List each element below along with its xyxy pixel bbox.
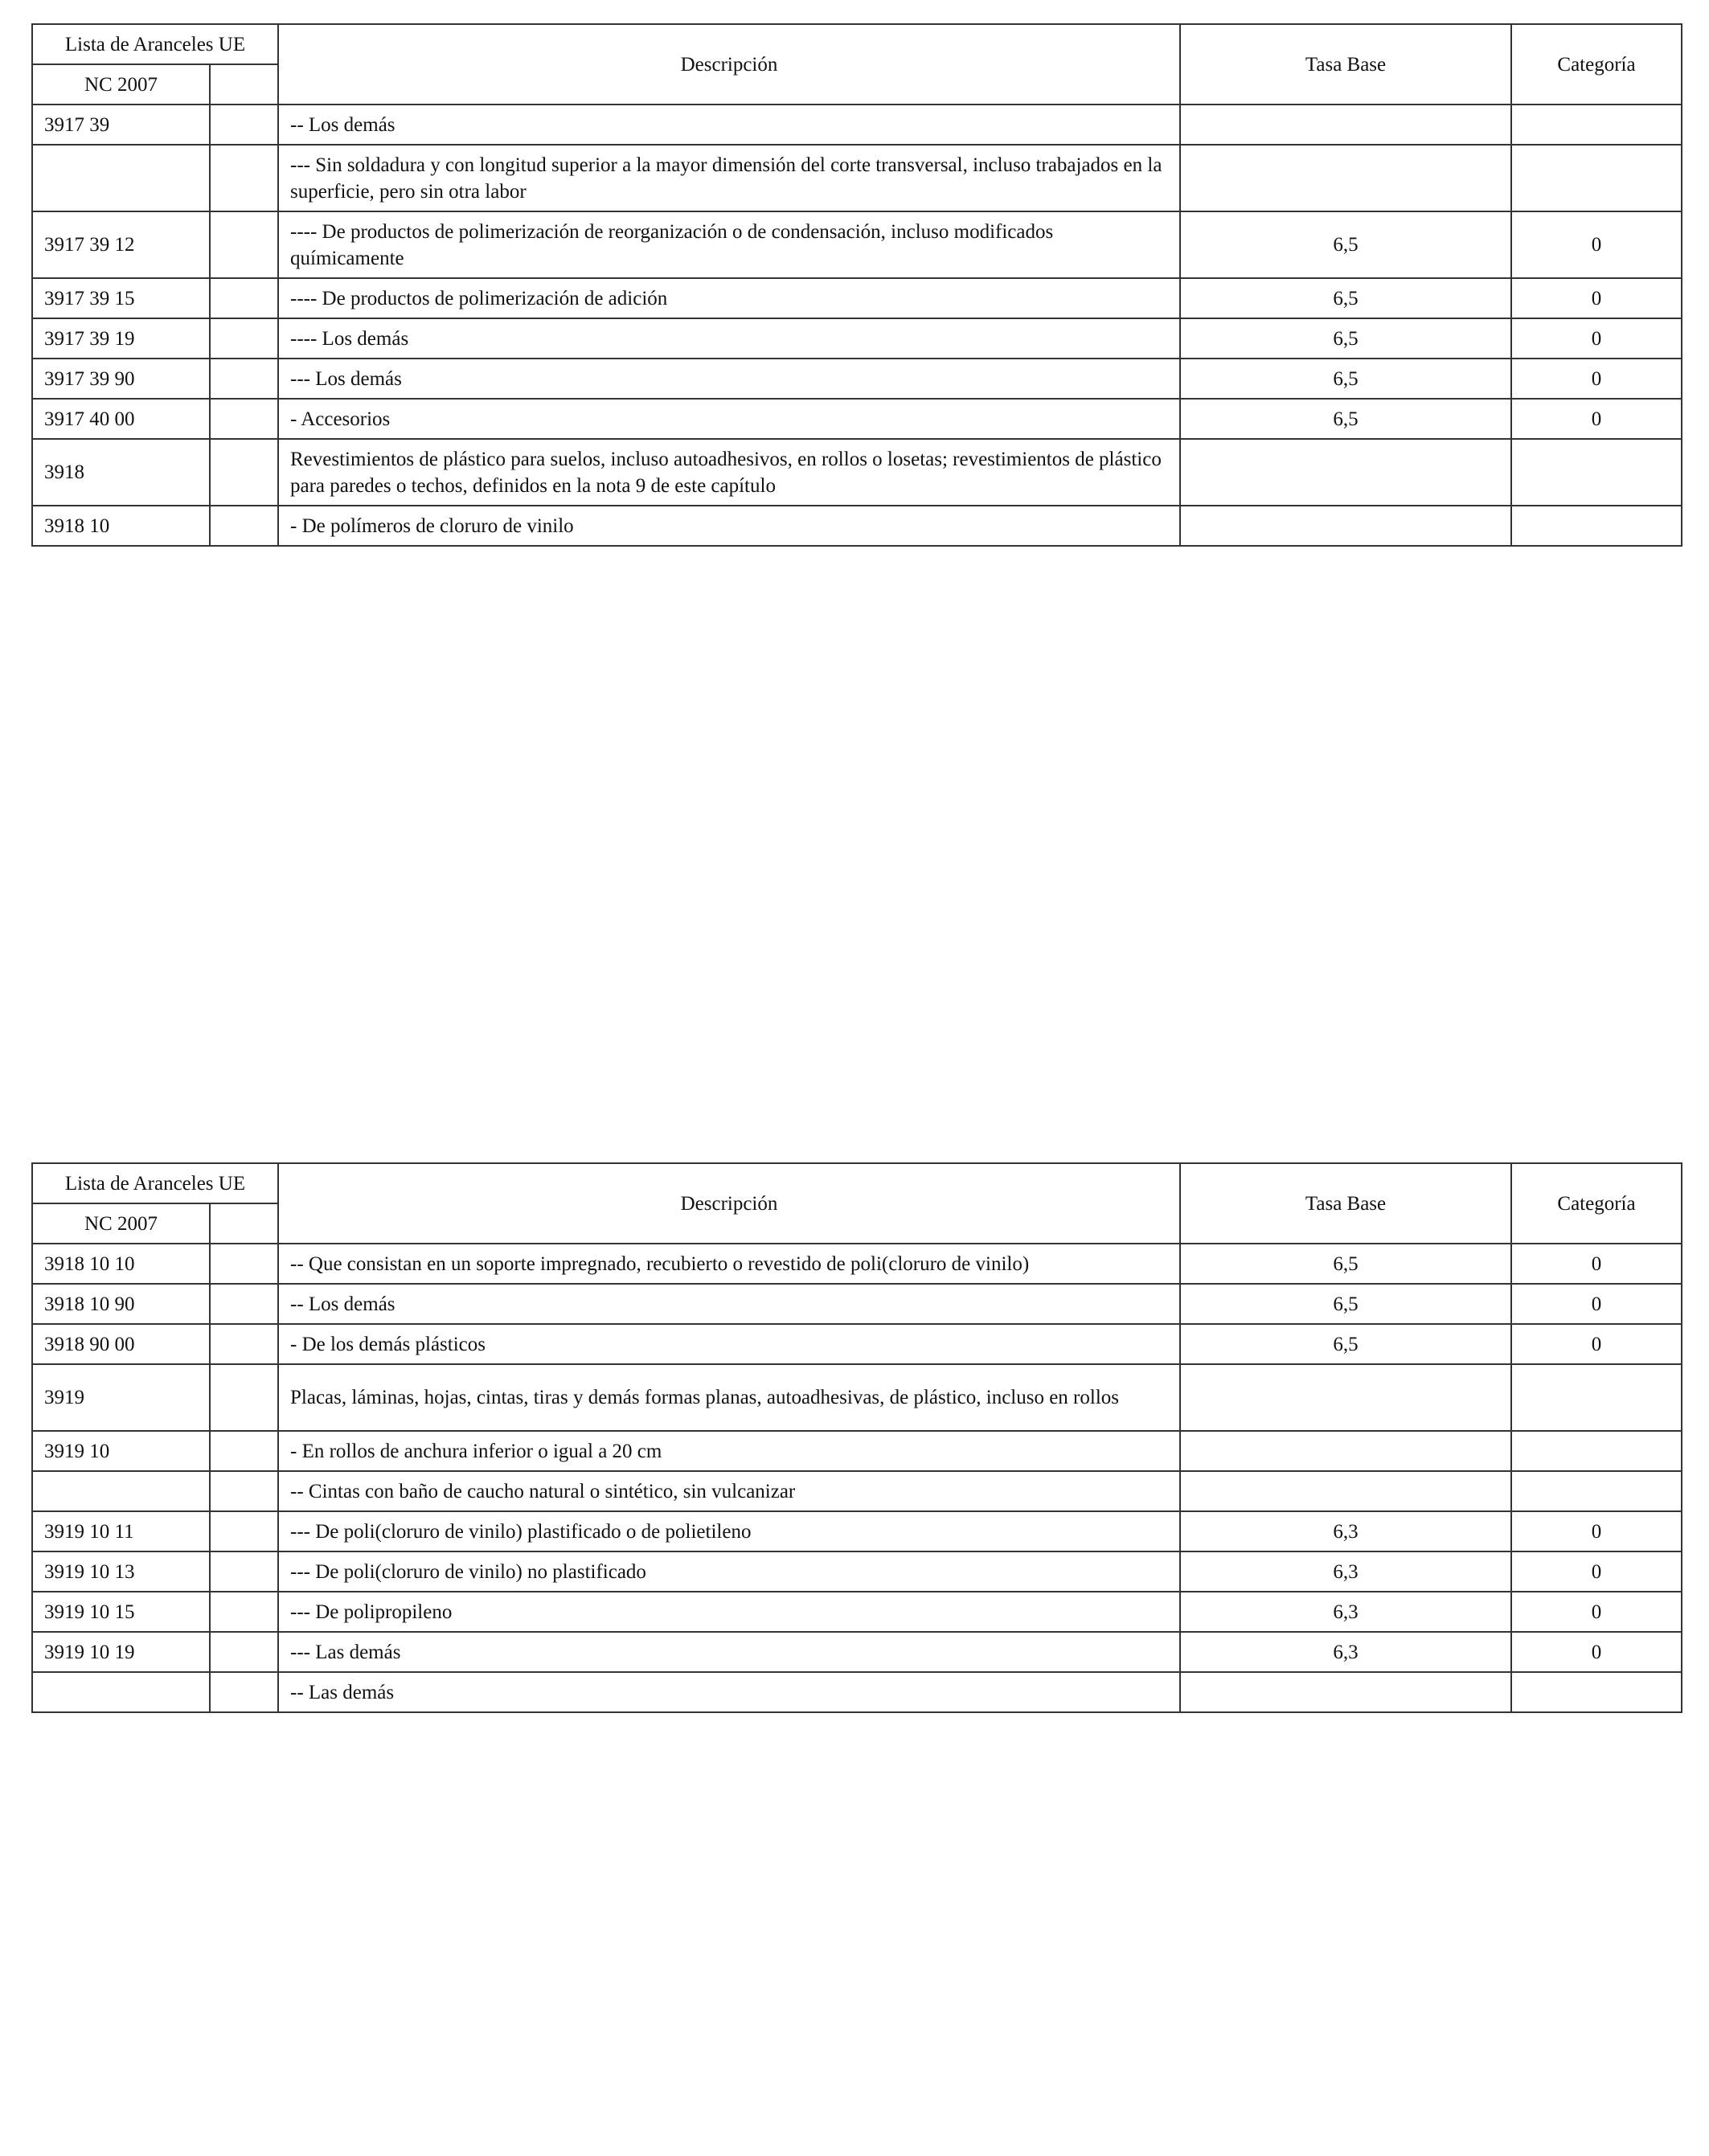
description-cell: ---- De productos de polimerización de reorganización o de condensación, incluso modificados químicamente [278,211,1180,278]
table-row [32,399,1682,439]
description-cell: -- Cintas con baño de caucho natural o sintético, sin vulcanizar [278,1471,1180,1511]
description-cell: -- Las demás [278,1672,1180,1712]
rate-header: Tasa Base [1180,1163,1511,1244]
empty-cell [210,439,278,506]
description-cell: Revestimientos de plástico para suelos, incluso autoadhesivos, en rollos o losetas; revestimientos de plástico para paredes o techos, definidos en la nota 9 de este capítulo [278,439,1180,506]
description-cell: ---- De productos de polimerización de adición [278,278,1180,318]
code-cell: 3919 10 [32,1431,210,1471]
description-cell: ---- Los demás [278,318,1180,359]
rate-cell: 6,5 [1180,318,1511,359]
rate-cell [1180,439,1511,506]
category-cell: 0 [1511,278,1682,318]
description-cell: - En rollos de anchura inferior o igual a 20 cm [278,1431,1180,1471]
code-header: NC 2007 [32,64,210,105]
description-cell: Placas, láminas, hojas, cintas, tiras y demás formas planas, autoadhesivas, de plástico, incluso en rollos [278,1364,1180,1431]
code-cell: 3919 10 15 [32,1592,210,1632]
empty-cell [210,1551,278,1592]
rate-cell: 6,3 [1180,1632,1511,1672]
description-cell: --- Los demás [278,359,1180,399]
table-row [32,1284,1682,1324]
category-cell [1511,105,1682,145]
table-row [32,1551,1682,1592]
category-cell [1511,1471,1682,1511]
empty-cell [210,1632,278,1672]
code-cell: 3918 [32,439,210,506]
code-cell: 3918 10 90 [32,1284,210,1324]
table-row [32,1672,1682,1712]
header-row [32,1163,1682,1203]
rate-cell: 6,5 [1180,399,1511,439]
code-cell: 3919 10 11 [32,1511,210,1551]
category-cell: 0 [1511,1244,1682,1284]
description-cell: -- Que consistan en un soporte impregnado, recubierto o revestido de poli(cloruro de vinilo) [278,1244,1180,1284]
rate-cell: 6,5 [1180,1284,1511,1324]
tariff-table-1 [31,23,1682,547]
table-row [32,1511,1682,1551]
category-cell: 0 [1511,1284,1682,1324]
empty-cell [210,1592,278,1632]
empty-cell [210,1284,278,1324]
code-cell: 3917 39 [32,105,210,145]
empty-cell [210,1471,278,1511]
code-cell [32,1471,210,1511]
category-cell [1511,145,1682,211]
description-cell: - Accesorios [278,399,1180,439]
category-cell [1511,1431,1682,1471]
category-cell [1511,1364,1682,1431]
category-cell: 0 [1511,211,1682,278]
table-row [32,1324,1682,1364]
description-header: Descripción [278,24,1180,105]
category-cell: 0 [1511,1551,1682,1592]
header-row [32,24,1682,64]
code-cell: 3917 39 19 [32,318,210,359]
rate-cell [1180,1431,1511,1471]
category-cell: 0 [1511,399,1682,439]
empty-cell [210,1244,278,1284]
tariff-table-2 [31,1162,1682,1713]
code-cell: 3918 90 00 [32,1324,210,1364]
rate-cell: 6,5 [1180,1324,1511,1364]
empty-header-cell [210,1203,278,1244]
empty-cell [210,506,278,546]
table-row [32,105,1682,145]
description-cell: --- De poli(cloruro de vinilo) plastificado o de polietileno [278,1511,1180,1551]
empty-cell [210,1672,278,1712]
rate-cell [1180,145,1511,211]
empty-header-cell [210,64,278,105]
empty-cell [210,1511,278,1551]
rate-cell: 6,5 [1180,211,1511,278]
code-cell: 3919 10 13 [32,1551,210,1592]
rate-cell [1180,1471,1511,1511]
code-cell [32,145,210,211]
rate-cell [1180,105,1511,145]
table-row [32,1632,1682,1672]
empty-cell [210,359,278,399]
empty-cell [210,278,278,318]
empty-cell [210,211,278,278]
table-row [32,145,1682,211]
rate-cell: 6,3 [1180,1592,1511,1632]
category-cell: 0 [1511,359,1682,399]
rate-header: Tasa Base [1180,24,1511,105]
description-cell: --- De polipropileno [278,1592,1180,1632]
table-row [32,506,1682,546]
list-header: Lista de Aranceles UE [32,24,278,64]
rate-cell: 6,5 [1180,278,1511,318]
category-header: Categoría [1511,1163,1682,1244]
code-cell [32,1672,210,1712]
code-cell: 3917 40 00 [32,399,210,439]
description-cell: --- Sin soldadura y con longitud superior a la mayor dimensión del corte transversal, incluso trabajados en la superficie, pero sin otra labor [278,145,1180,211]
category-cell [1511,506,1682,546]
description-cell: - De los demás plásticos [278,1324,1180,1364]
category-cell: 0 [1511,1511,1682,1551]
rate-cell [1180,1364,1511,1431]
empty-cell [210,1324,278,1364]
empty-cell [210,1364,278,1431]
table-row [32,1471,1682,1511]
table-row [32,1364,1682,1431]
table-row [32,439,1682,506]
code-header: NC 2007 [32,1203,210,1244]
code-cell: 3917 39 12 [32,211,210,278]
code-cell: 3919 [32,1364,210,1431]
rate-cell [1180,1672,1511,1712]
code-cell: 3918 10 [32,506,210,546]
category-cell: 0 [1511,1632,1682,1672]
table-row [32,1244,1682,1284]
category-header: Categoría [1511,24,1682,105]
empty-cell [210,318,278,359]
description-header: Descripción [278,1163,1180,1244]
table-row [32,1431,1682,1471]
code-cell: 3919 10 19 [32,1632,210,1672]
category-cell: 0 [1511,1592,1682,1632]
description-cell: - De polímeros de cloruro de vinilo [278,506,1180,546]
category-cell [1511,439,1682,506]
table-row [32,211,1682,278]
category-cell [1511,1672,1682,1712]
category-cell: 0 [1511,1324,1682,1364]
code-cell: 3918 10 10 [32,1244,210,1284]
description-cell: --- De poli(cloruro de vinilo) no plastificado [278,1551,1180,1592]
rate-cell: 6,5 [1180,1244,1511,1284]
description-cell: -- Los demás [278,105,1180,145]
code-cell: 3917 39 90 [32,359,210,399]
code-cell: 3917 39 15 [32,278,210,318]
table-row [32,359,1682,399]
rate-cell [1180,506,1511,546]
table-row [32,318,1682,359]
list-header: Lista de Aranceles UE [32,1163,278,1203]
rate-cell: 6,3 [1180,1511,1511,1551]
description-cell: --- Las demás [278,1632,1180,1672]
rate-cell: 6,5 [1180,359,1511,399]
empty-cell [210,105,278,145]
rate-cell: 6,3 [1180,1551,1511,1592]
empty-cell [210,399,278,439]
table-row [32,1592,1682,1632]
description-cell: -- Los demás [278,1284,1180,1324]
empty-cell [210,145,278,211]
table-row [32,278,1682,318]
empty-cell [210,1431,278,1471]
category-cell: 0 [1511,318,1682,359]
